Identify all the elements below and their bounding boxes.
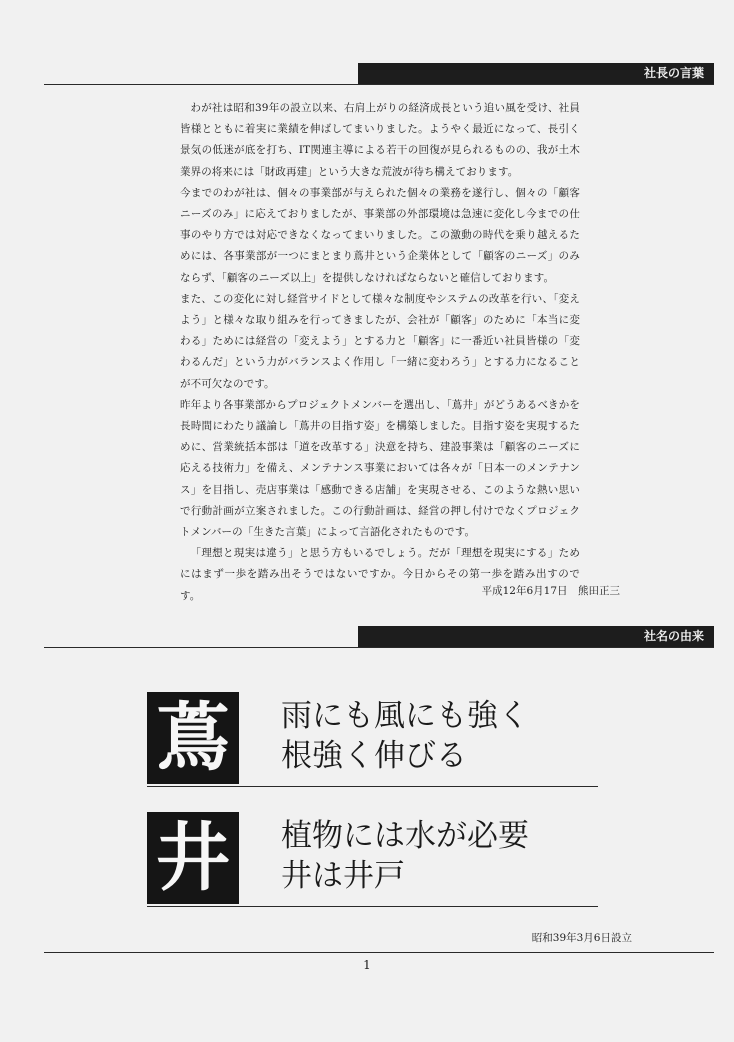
row-underline <box>147 786 598 788</box>
origin-description <box>281 696 529 776</box>
footer-rule <box>44 952 714 953</box>
established-date: 昭和39年3月6日設立 <box>531 932 632 944</box>
origin-line: 根強く伸びる <box>281 738 467 774</box>
message-paragraph: 今までのわが社は、個々の事業部が与えられた個々の業務を遂行し、個々の「顧客ニーズのみ」に応えておりましたが、事業部の外部環境は急速に変化し今までの仕事のやり方では対応できなくなってまいりました。この激動の時代を乗り越えるためには、各事業部が一つにまとまり蔦井という企業体として「顧客のニーズ」のみならず、「顧客のニーズ以上」を提供しなければならないと確信しております。 <box>180 186 580 284</box>
origin-row-tsuta <box>147 692 598 784</box>
page-number: 1 <box>363 958 371 972</box>
section-header-company-name-origin <box>44 626 714 648</box>
origin-line: 井は井戸 <box>281 858 405 894</box>
origin-line: 植物には水が必要 <box>281 818 529 854</box>
row-underline <box>147 906 598 908</box>
signature: 平成12年6月17日 熊田正三 <box>481 585 620 597</box>
message-paragraph: また、この変化に対し経営サイドとして様々な制度やシステムの改革を行い、「変えよう」と様々な取り組みを行ってきましたが、会社が「顧客」のために「本当に変わる」ためには経営の「変えよう」とする力と「顧客」に一番近い社員皆様の「変わるんだ」という力がバランスよく作用し「一緒に変わろう」とする力になることが不可欠なのです。 <box>180 292 580 390</box>
section-title: 社名の由来 <box>358 626 714 647</box>
message-paragraph: わが社は昭和39年の設立以来、右肩上がりの経済成長という追い風を受け、社員皆様とともに着実に業績を伸ばしてまいりました。ようやく最近になって、長引く景気の低迷が底を打ち、IT関連主導による若干の回復が見られるものの、我が土木業界の将来には「財政再建」という大きな荒波が待ち構えております。 <box>180 102 580 178</box>
origin-line: 雨にも風にも強く <box>281 698 529 734</box>
section-title: 社長の言葉 <box>358 63 714 84</box>
kanji-box: 蔦 <box>147 692 239 784</box>
kanji-box: 井 <box>147 812 239 904</box>
section-header-president-message <box>44 63 714 85</box>
message-paragraph: 昨年より各事業部からプロジェクトメンバーを選出し、「蔦井」がどうあるべきかを長時間にわたり議論し「蔦井の目指す姿」を構築しました。目指す姿を実現するために、営業統括本部は「道を改革する」決意を持ち、建設事業は「顧客のニーズに応える技術力」を備え、メンテナンス事業においては各々が「日本一のメンテナンス」を目指し、売店事業は「感動できる店舗」を実現させる、このような熱い思いで行動計画が立案されました。この行動計画は、経営の押し付けでなくプロジェクトメンバーの「生きた言葉」によって言語化されたものです。 <box>180 398 580 539</box>
origin-row-i <box>147 812 598 904</box>
origin-description <box>281 816 529 896</box>
message-paragraph: 「理想と現実は違う」と思う方もいるでしょう。だが「理想を現実にする」ためにはまず一歩を踏み出そうではないですか。今日からその第一歩を踏み出すのです。 <box>180 547 580 602</box>
president-message <box>180 98 580 607</box>
